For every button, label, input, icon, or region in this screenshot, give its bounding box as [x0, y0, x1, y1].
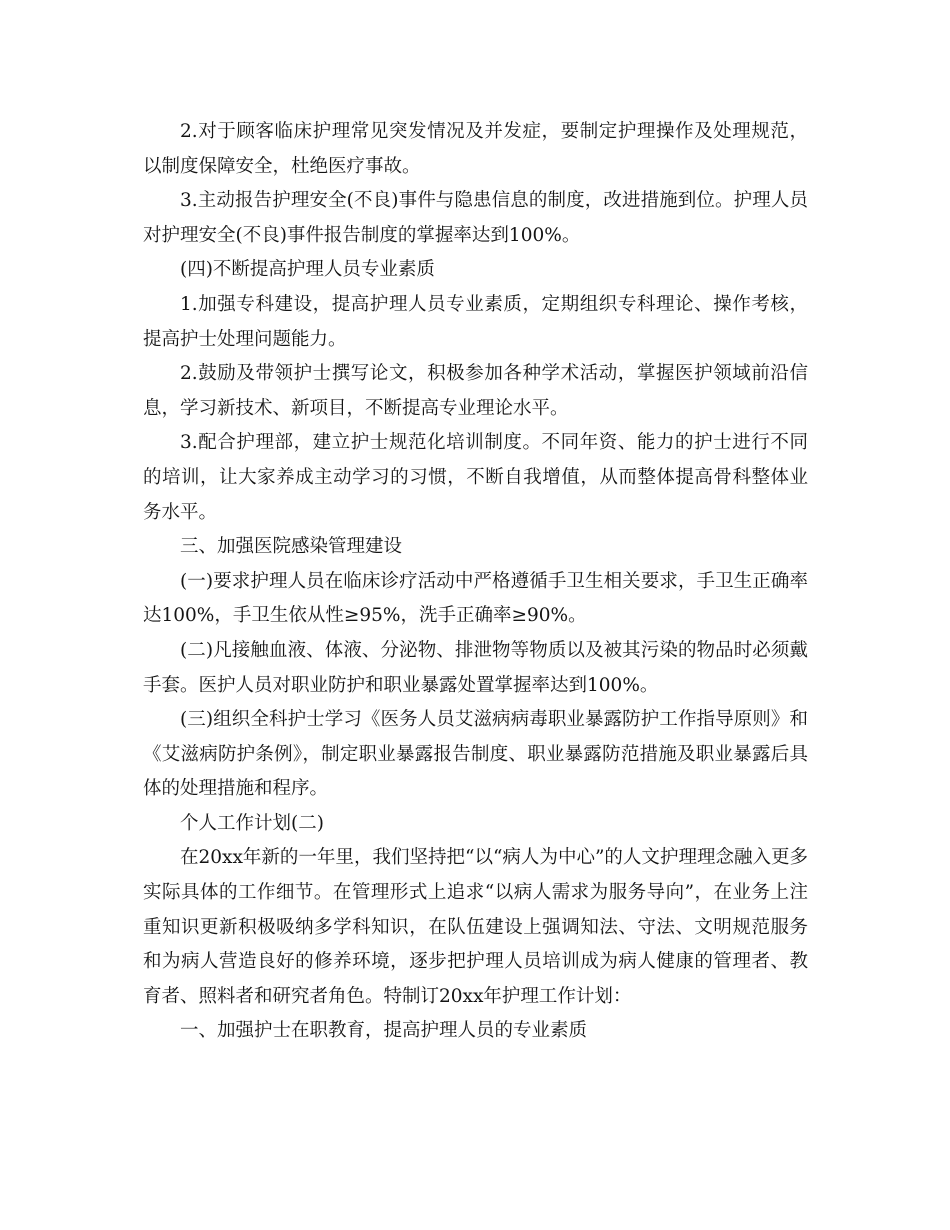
- paragraph-annual-plan-intro: 在20xx年新的一年里，我们坚持把“以“病人为中心”的人文护理理念融入更多实际具体的工作细节。在管理形式上追求“以病人需求为服务导向”，在业务上注重知识更新积极吸纳多学科知识，在队伍建设上强调知法、守法、文明规范服务和为病人营造良好的修养环境，逐步把护理人员培训成为病人健康的管理者、教育者、照料者和研究者角色。特制订20xx年护理工作计划：: [143, 847, 808, 1007]
- section-heading-in-service-education: 一、加强护士在职教育，提高护理人员的专业素质: [180, 1020, 588, 1042]
- paragraph-aids-study: (三)组织全科护士学习《医务人员艾滋病病毒职业暴露防护工作指导原则》和《艾滋病防护条例》，制定职业暴露报告制度、职业暴露防范措施及职业暴露后具体的处理措施和程序。: [143, 709, 808, 800]
- section-heading-infection-control: 三、加强医院感染管理建设: [180, 536, 403, 558]
- section-heading-personal-plan-two: 个人工作计划(二): [180, 812, 324, 834]
- paragraph-item-1-specialty-building: 1.加强专科建设，提高护理人员专业素质，定期组织专科理论、操作考核，提高护士处理问题能力。: [143, 293, 808, 350]
- paragraph-item-3-adverse-event-reporting: 3.主动报告护理安全(不良)事件与隐患信息的制度，改进措施到位。护理人员对护理安全(不良)事件报告制度的掌握率达到100%。: [143, 190, 808, 246]
- document-body: [143, 115, 808, 1049]
- paragraph-item-2-emergency-norms: 2.对于顾客临床护理常见突发情况及并发症，要制定护理操作及处理规范，以制度保障安全，杜绝医疗事故。: [143, 121, 808, 177]
- paragraph-gloves-protection: (二)凡接触血液、体液、分泌物、排泄物等物质以及被其污染的物品时必须戴手套。医护人员对职业防护和职业暴露处置掌握率达到100%。: [143, 639, 808, 696]
- paragraph-item-3-standardized-training: 3.配合护理部，建立护士规范化培训制度。不同年资、能力的护士进行不同的培训，让大家养成主动学习的习惯，不断自我增值，从而整体提高骨科整体业务水平。: [143, 432, 808, 523]
- section-heading-improve-quality: (四)不断提高护理人员专业素质: [180, 259, 435, 281]
- paragraph-item-2-paper-writing: 2.鼓励及带领护士撰写论文，积极参加各种学术活动，掌握医护领域前沿信息，学习新技术、新项目，不断提高专业理论水平。: [143, 363, 808, 419]
- paragraph-hand-hygiene: (一)要求护理人员在临床诊疗活动中严格遵循手卫生相关要求，手卫生正确率达100%，手卫生依从性≥95%，洗手正确率≥90%。: [143, 570, 808, 627]
